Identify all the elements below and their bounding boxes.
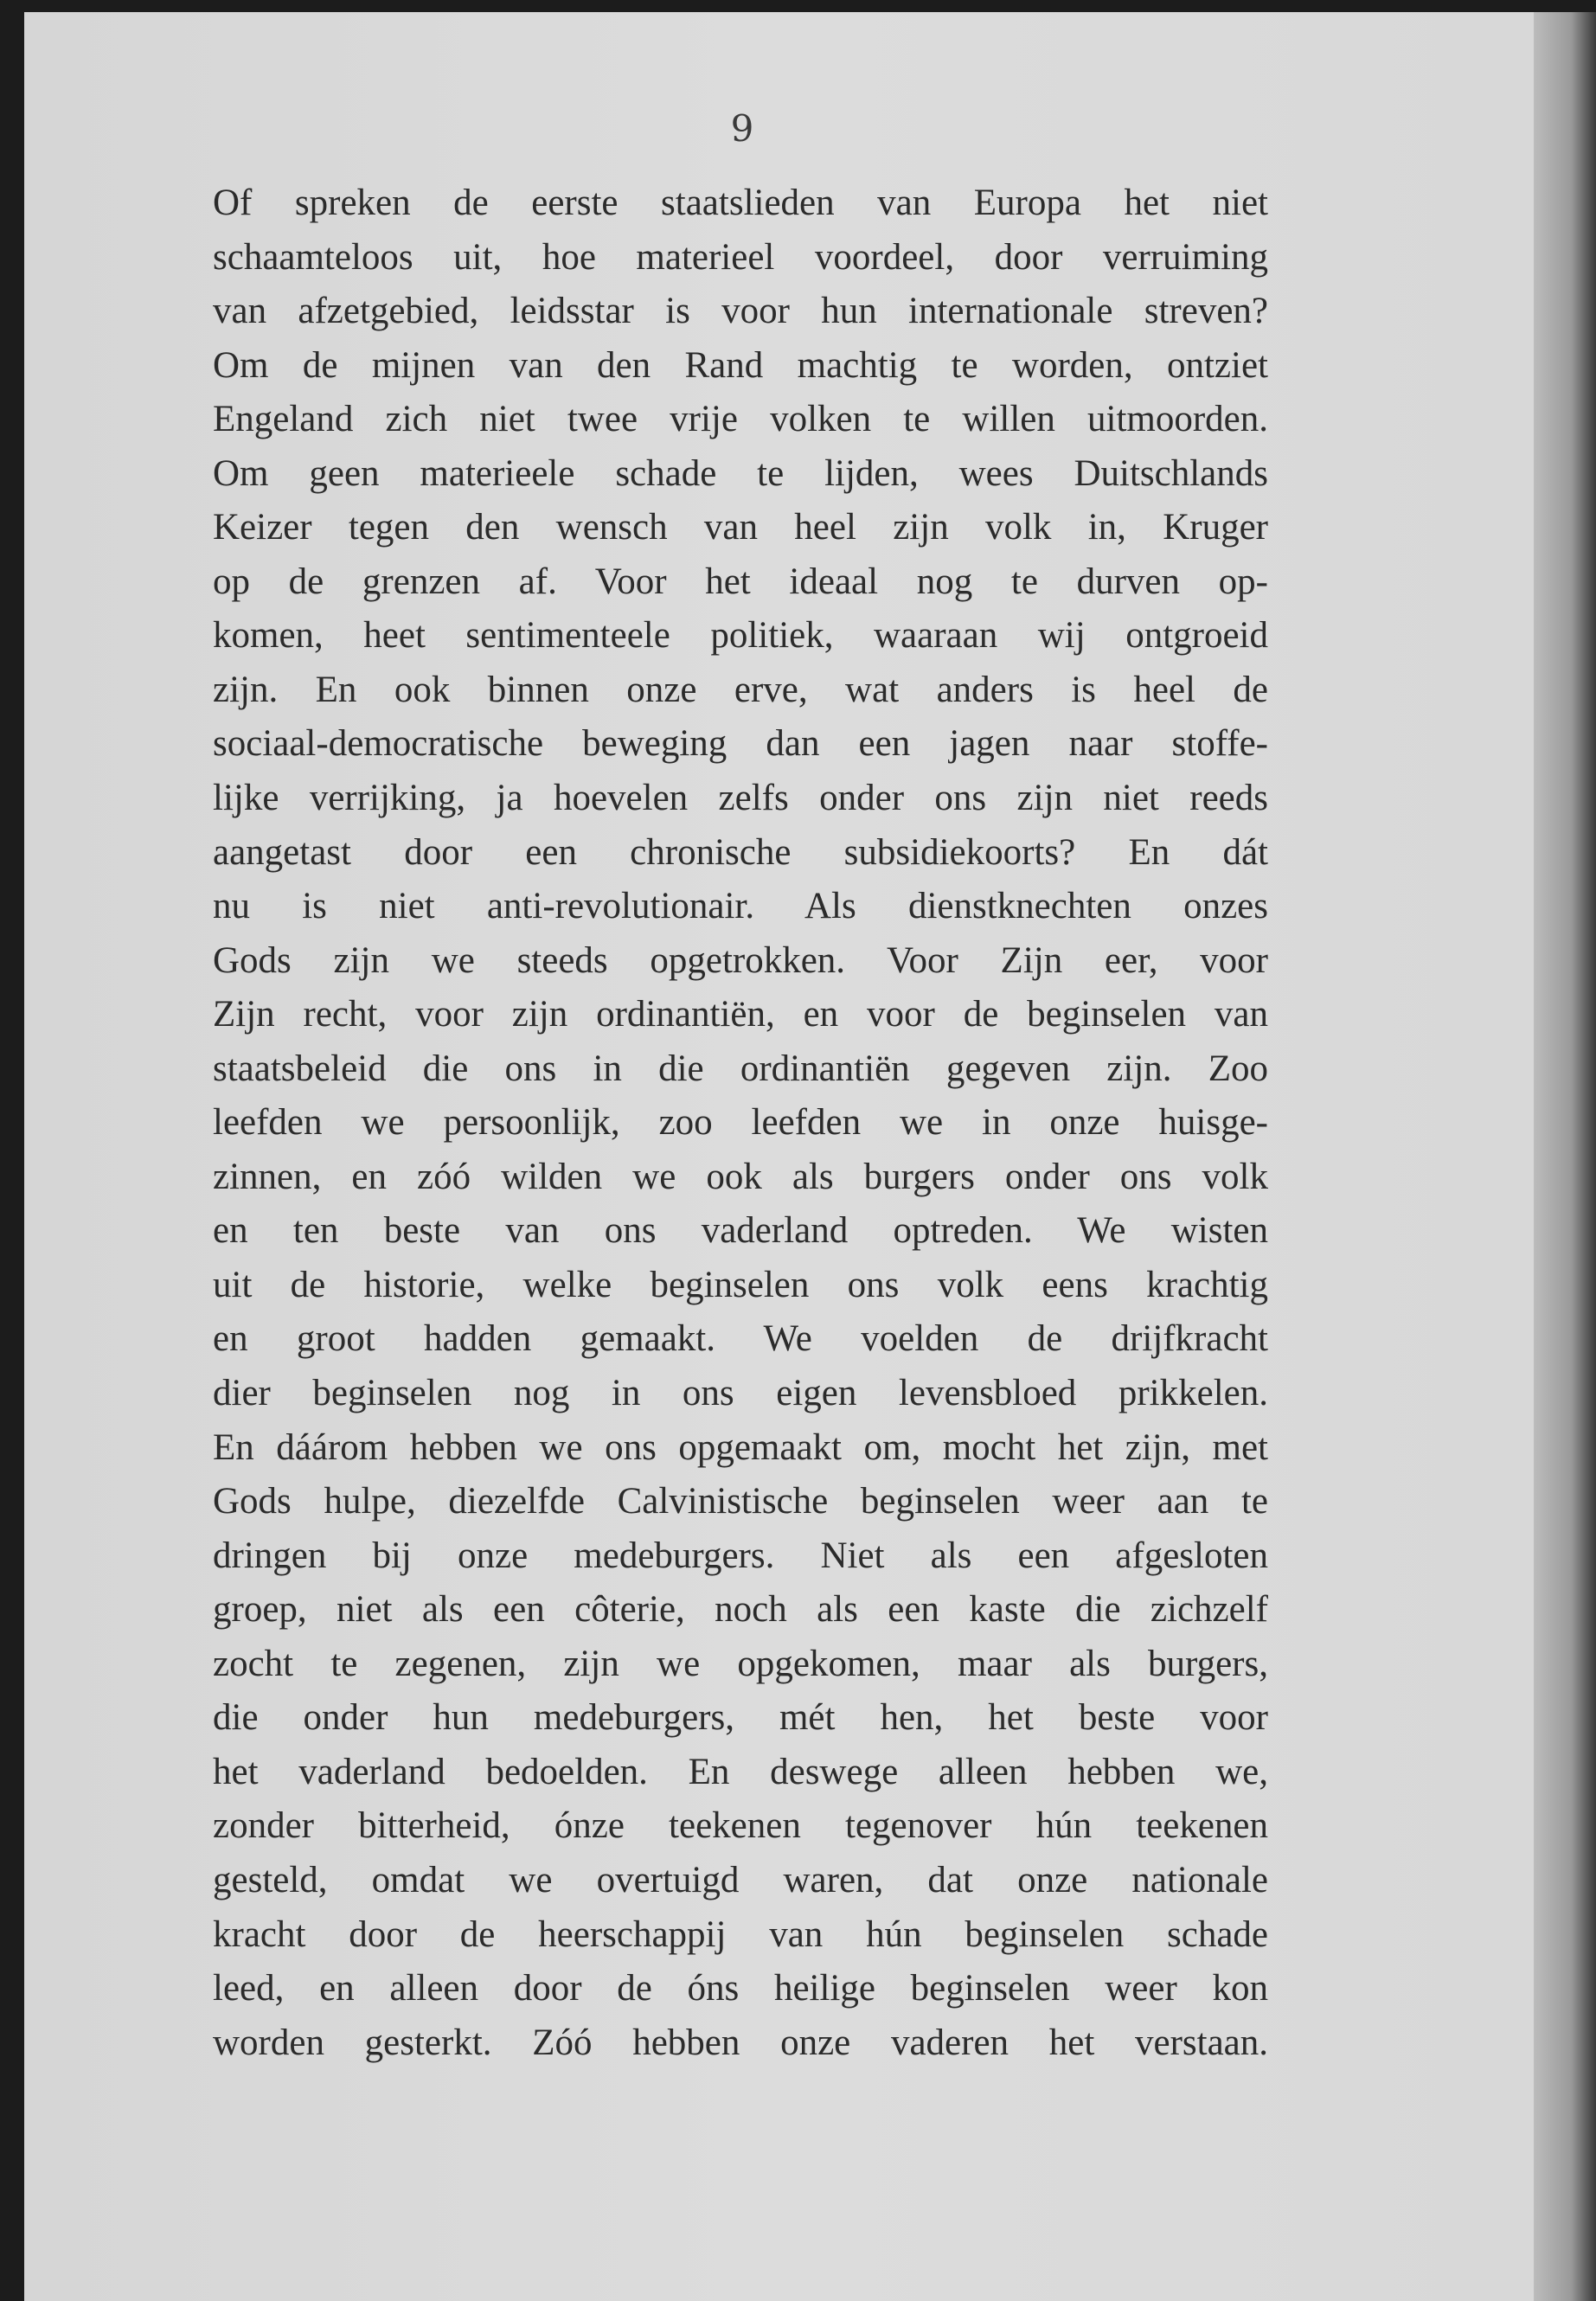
text-line: Zijn recht, voor zijn ordinantiën, en voor de beginselen van (213, 994, 1268, 1035)
text-line: nu is niet anti-revolutionair. Als dienstknechten onzes (213, 886, 1268, 927)
book-page (24, 12, 1534, 2301)
text-line: aangetast door een chronische subsidiekoorts? En dát (213, 831, 1268, 873)
text-line: komen, heet sentimenteele politiek, waaraan wij ontgroeid (213, 615, 1268, 657)
text-line: zonder bitterheid, ónze teekenen tegenover hún teekenen (213, 1805, 1268, 1847)
page-edge-shadow (1534, 12, 1596, 2301)
text-line: die onder hun medeburgers, mét hen, het beste voor (213, 1697, 1268, 1739)
text-line: het vaderland bedoelden. En deswege alleen hebben we, (213, 1751, 1268, 1792)
body-text (213, 176, 1268, 2070)
text-line: Engeland zich niet twee vrije volken te willen uitmoorden. (213, 399, 1268, 440)
text-line: staatsbeleid die ons in die ordinantiën gegeven zijn. Zoo (213, 1048, 1268, 1089)
text-line: van afzetgebied, leidsstar is voor hun internationale streven? (213, 291, 1268, 332)
page-number: 9 (730, 107, 754, 150)
text-line: zocht te zegenen, zijn we opgekomen, maar als burgers, (213, 1643, 1268, 1684)
text-line: sociaal-democratische beweging dan een jagen naar stoffe- (213, 723, 1268, 765)
text-line: gesteld, omdat we overtuigd waren, dat onze nationale (213, 1859, 1268, 1900)
text-line: op de grenzen af. Voor het ideaal nog te durven op- (213, 561, 1268, 602)
text-line: en ten beste van ons vaderland optreden. We wisten (213, 1210, 1268, 1252)
text-line: Om geen materieele schade te lijden, wees Duitschlands (213, 452, 1268, 494)
text-line: lijke verrijking, ja hoevelen zelfs onder ons zijn niet reeds (213, 778, 1268, 819)
text-line: Om de mijnen van den Rand machtig te worden, ontziet (213, 344, 1268, 386)
text-line: groep, niet als een côterie, noch als een kaste die zichzelf (213, 1589, 1268, 1631)
text-line: zijn. En ook binnen onze erve, wat anders is heel de (213, 669, 1268, 710)
text-line: uit de historie, welke beginselen ons volk eens krachtig (213, 1264, 1268, 1305)
text-line: Keizer tegen den wensch van heel zijn volk in, Kruger (213, 507, 1268, 548)
text-line: dier beginselen nog in ons eigen levensbloed prikkelen. (213, 1373, 1268, 1414)
text-line: kracht door de heerschappij van hún beginselen schade (213, 1913, 1268, 1955)
text-line: Of spreken de eerste staatslieden van Europa het niet (213, 183, 1268, 223)
text-line: dringen bij onze medeburgers. Niet als een afgesloten (213, 1535, 1268, 1576)
text-line: Gods hulpe, diezelfde Calvinistische beginselen weer aan te (213, 1481, 1268, 1522)
text-line: worden gesterkt. Zóó hebben onze vaderen het verstaan. (213, 2022, 1268, 2063)
text-line: leed, en alleen door de óns heilige beginselen weer kon (213, 1968, 1268, 2009)
text-line: leefden we persoonlijk, zoo leefden we in onze huisge- (213, 1102, 1268, 1144)
text-line: en groot hadden gemaakt. We voelden de drijfkracht (213, 1318, 1268, 1360)
text-line: En dáárom hebben we ons opgemaakt om, mocht het zijn, met (213, 1426, 1268, 1468)
text-line: Gods zijn we steeds opgetrokken. Voor Zijn eer, voor (213, 939, 1268, 981)
text-line: zinnen, en zóó wilden we ook als burgers onder ons volk (213, 1156, 1268, 1197)
text-line: schaamteloos uit, hoe materieel voordeel, door verruiming (213, 236, 1268, 278)
